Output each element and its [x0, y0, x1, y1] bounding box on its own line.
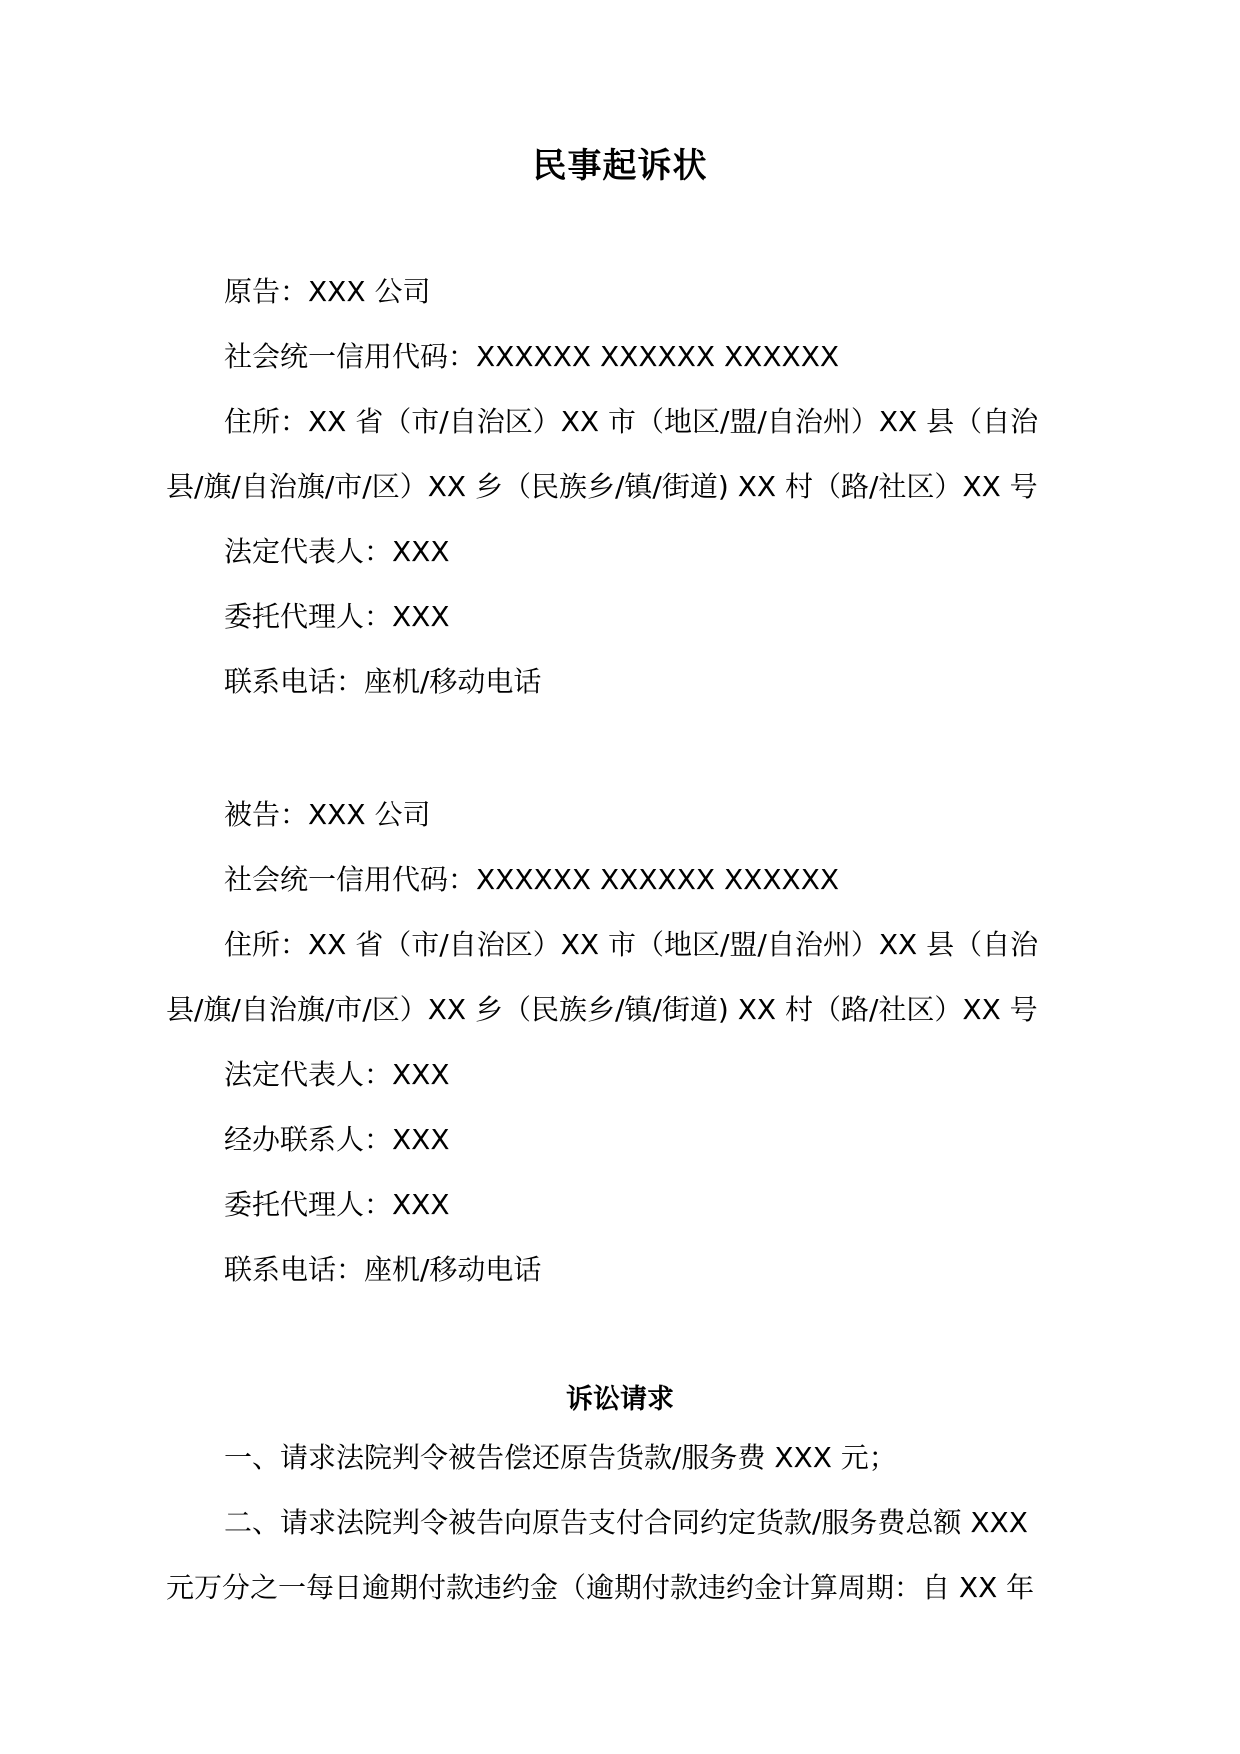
claims-section: [166, 1425, 1080, 1620]
defendant-contact: 经办联系人：XXX: [224, 1123, 450, 1156]
plaintiff-credit-code: 社会统一信用代码：XXXXXX XXXXXX XXXXXX: [224, 340, 840, 373]
claim-item-2-line2: 元万分之一每日逾期付款违约金（逾期付款违约金计算周期：自 XX 年: [166, 1571, 1035, 1604]
plaintiff-agent: 委托代理人：XXX: [224, 600, 450, 633]
claim-item-2-line1: 二、请求法院判令被告向原告支付合同约定货款/服务费总额 XXX: [224, 1506, 1028, 1539]
defendant-name: 被告：XXX 公司: [224, 798, 431, 831]
defendant-credit-code: 社会统一信用代码：XXXXXX XXXXXX XXXXXX: [224, 863, 840, 896]
plaintiff-section: [166, 259, 1080, 714]
claims-heading: 诉讼请求: [566, 1384, 674, 1415]
document-title: 民事起诉状: [532, 146, 708, 186]
plaintiff-phone: 联系电话：座机/移动电话: [224, 665, 542, 698]
plaintiff-address-line2: 县/旗/自治旗/市/区）XX 乡（民族乡/镇/街道) XX 村（路/社区）XX 号: [166, 470, 1038, 503]
defendant-address-line2: 县/旗/自治旗/市/区）XX 乡（民族乡/镇/街道) XX 村（路/社区）XX 号: [166, 993, 1038, 1026]
defendant-agent: 委托代理人：XXX: [224, 1188, 450, 1221]
defendant-phone: 联系电话：座机/移动电话: [224, 1253, 542, 1286]
plaintiff-address-line1: 住所：XX 省（市/自治区）XX 市（地区/盟/自治州）XX 县（自治: [224, 405, 1039, 438]
plaintiff-legal-rep: 法定代表人：XXX: [224, 535, 450, 568]
defendant-legal-rep: 法定代表人：XXX: [224, 1058, 450, 1091]
claim-item-1: 一、请求法院判令被告偿还原告货款/服务费 XXX 元；: [224, 1441, 897, 1474]
defendant-address-line1: 住所：XX 省（市/自治区）XX 市（地区/盟/自治州）XX 县（自治: [224, 928, 1039, 961]
defendant-section: [166, 782, 1080, 1302]
plaintiff-name: 原告：XXX 公司: [224, 275, 431, 308]
